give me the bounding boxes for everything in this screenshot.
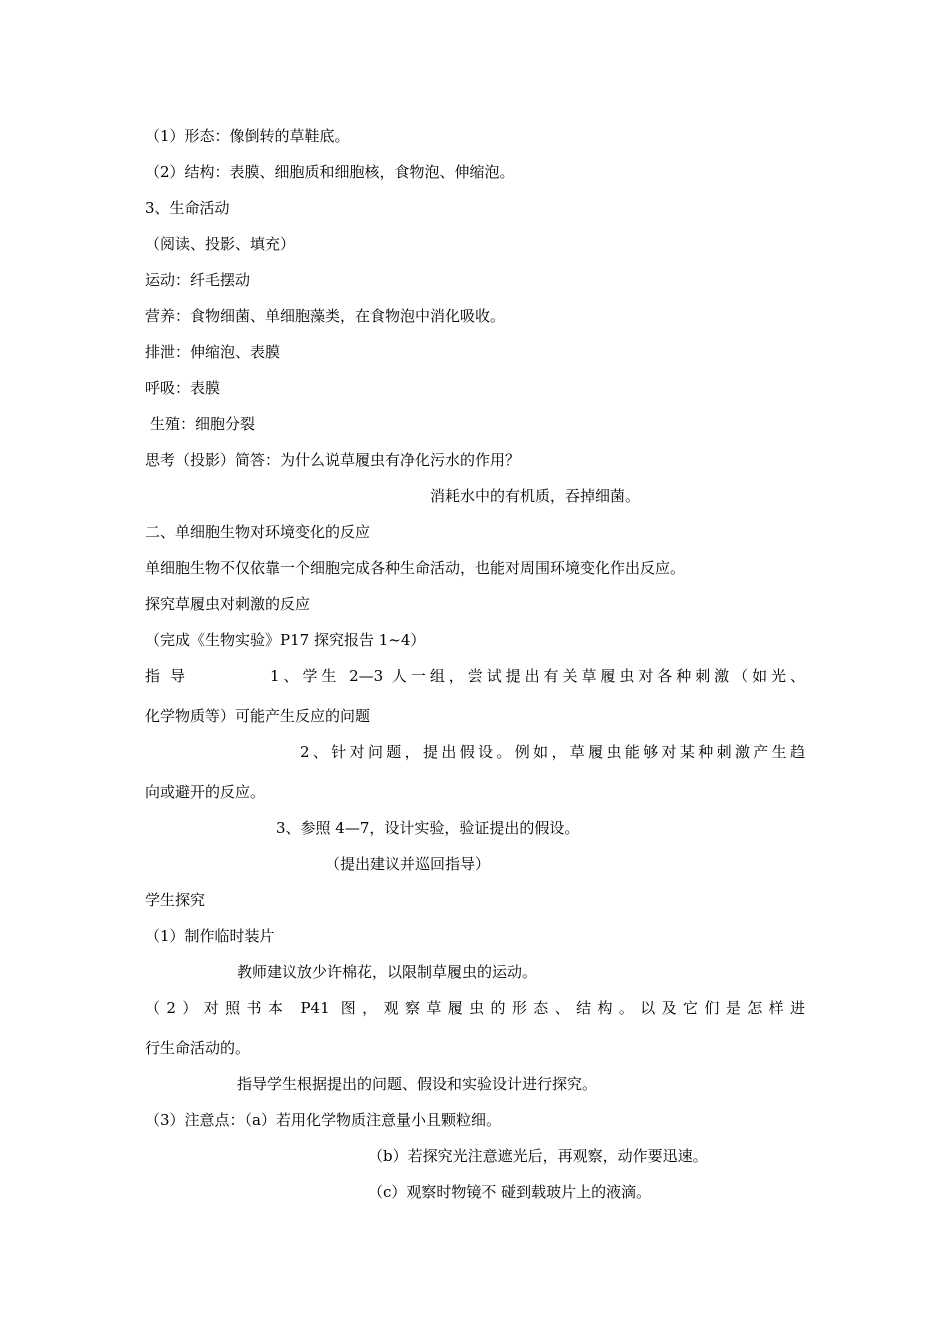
text-line-excretion: 排泄：伸缩泡、表膜 xyxy=(145,343,281,361)
text-line-step3: 3、参照 4—7，设计实验，验证提出的假设。 xyxy=(276,819,580,837)
step1-text: 1、学生 2—3 人一组，尝试提出有关草履虫对各种刺激（如光、 xyxy=(270,667,805,685)
text-line-make-slide: （1）制作临时装片 xyxy=(145,927,275,945)
text-line-morphology: （1）形态：像倒转的草鞋底。 xyxy=(145,127,350,145)
text-line-notes-b: （b）若探究光注意遮光后，再观察，动作要迅速。 xyxy=(368,1147,708,1165)
text-line-suggestion: （提出建议并巡回指导） xyxy=(325,855,491,873)
text-line-step2-cont: 向或避开的反应。 xyxy=(145,783,266,801)
text-line-observe-cont: 行生命活动的。 xyxy=(145,1039,251,1057)
section-heading-student-explore: 学生探究 xyxy=(145,891,206,909)
text-line-complete-report: （完成《生物实验》P17 探究报告 1~4） xyxy=(145,631,426,649)
guide-label: 指 导 xyxy=(145,667,185,685)
observe-text: （2）对照书本 P41 图，观察草履虫的形态、结构。以及它们是怎样进 xyxy=(145,999,805,1017)
text-line-reproduction: 生殖：细胞分裂 xyxy=(150,415,256,433)
text-line-step1-cont: 化学物质等）可能产生反应的问题 xyxy=(145,707,371,725)
text-line-intro: 单细胞生物不仅依靠一个细胞完成各种生命活动，也能对周围环境变化作出反应。 xyxy=(145,559,686,577)
section-heading-response: 二、单细胞生物对环境变化的反应 xyxy=(145,523,371,541)
text-line-movement: 运动：纤毛摆动 xyxy=(145,271,251,289)
text-line-step1 xyxy=(270,666,805,686)
text-line-guide-students: 指导学生根据提出的问题、假设和实验设计进行探究。 xyxy=(237,1075,598,1093)
text-label-guide xyxy=(145,666,185,686)
text-line-step2 xyxy=(300,742,805,762)
section-heading-life-activities: 3、生命活动 xyxy=(145,199,230,217)
text-line-respiration: 呼吸：表膜 xyxy=(145,379,221,397)
text-line-answer: 消耗水中的有机质，吞掉细菌。 xyxy=(430,487,641,505)
text-line-explore-title: 探究草履虫对刺激的反应 xyxy=(145,595,311,613)
text-line-nutrition: 营养：食物细菌、单细胞藻类，在食物泡中消化吸收。 xyxy=(145,307,506,325)
text-line-teacher-suggestion: 教师建议放少许棉花，以限制草履虫的运动。 xyxy=(237,963,538,981)
text-line-structure: （2）结构：表膜、细胞质和细胞核，食物泡、伸缩泡。 xyxy=(145,163,515,181)
text-line-thinking-question: 思考（投影）简答：为什么说草履虫有净化污水的作用？ xyxy=(145,451,521,469)
text-line-notes-a: （3）注意点：（a）若用化学物质注意量小且颗粒细。 xyxy=(145,1111,501,1129)
text-line-reading-note: （阅读、投影、填充） xyxy=(145,235,296,253)
step2-text: 2、针对问题，提出假设。例如，草履虫能够对某种刺激产生趋 xyxy=(300,743,805,761)
text-line-notes-c: （c）观察时物镜不 碰到载玻片上的液滴。 xyxy=(368,1183,652,1201)
text-line-observe xyxy=(145,998,805,1018)
